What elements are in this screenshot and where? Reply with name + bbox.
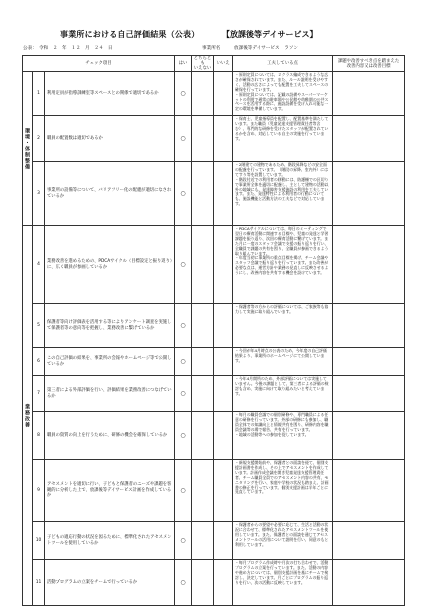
row-number: 7 (33, 376, 45, 412)
answer-no (214, 116, 233, 162)
row-number: 10 (33, 522, 45, 560)
answer-yes: ○ (175, 304, 192, 348)
effort-text: ・保護者等の方からの評価については、ご家族等も協力して実施に取り組んでいます。 (233, 304, 333, 348)
future-plan (333, 348, 405, 376)
answer-either (192, 522, 214, 560)
check-item-text: 業務改善を進めるための、PDCAサイクル（目標設定と振り返り）に、広く職員が参画しているか (45, 226, 175, 304)
office-name: 放課後等デイサービス ラソン (234, 46, 298, 51)
effort-text: ・PDCAサイクルについては、毎日のミーティングで翌日の療育活動に関連する目標や、児童の発達と学習課題を振り返り、次回の療育活動に繋げています。また月に一度のスタッフ会議で支援の振り返りを行い、全職員で課題の共有を図り、全職員が参画できるよう取り組んでいます。 ・年度当初に事業所の重点目標を掲げ、チーム会議やスタッフ会議で振り返りを行っています。また改善が必要な点は、運営方針や業務の見直しに反映させるようにし、改善内容を共有する機会を設けています。 (233, 226, 333, 304)
header-either: どちらとも いえない (192, 56, 214, 72)
table-row (23, 72, 405, 116)
check-item-text: 職員の配置数は適切であるか (45, 116, 175, 162)
page-title: 事業所における自己評価結果（公表） (60, 30, 200, 39)
check-item-text: 活動プログラムの立案をチームで行っているか (45, 560, 175, 606)
table-row (23, 348, 405, 376)
row-number: 9 (33, 460, 45, 522)
check-item-text: 事業所の設備等について、バリアフリー化の配慮が適切になされているか (45, 162, 175, 226)
office-label: 事業所名 (202, 46, 221, 51)
answer-either (192, 460, 214, 522)
answer-yes: ○ (175, 348, 192, 376)
table-row (23, 522, 405, 560)
answer-yes: ○ (175, 376, 192, 412)
future-plan (333, 560, 405, 606)
table-header-row (23, 56, 405, 72)
answer-no (214, 412, 233, 460)
header-effort: 工夫している点 (233, 56, 333, 72)
effort-text: ・保育士、児童指導員を配置し、配置基準を満たしています。また職員（児童発達支援管理責任者等含む）、専門的な研修を受けたスタッフが配置されているかを含め、対応している自主の実施を行っています。 (233, 116, 333, 162)
future-plan (333, 72, 405, 116)
effort-text: ・保護者からの要望や必要に応じて、生活と活動の状況に合わせて、標準化されたアセスメントツールを使用しています。また、保護者との面談を通じてアセスメントツールの活用について説明を行い、同意のもと利用しています。 (233, 522, 333, 560)
table-row (23, 116, 405, 162)
publish-date: 公表： 令和 ２ 年 １２ 月 ２４ 日 (23, 46, 113, 51)
effort-text: ・毎月プログラム作成時や月次の打ち合わせで、活動プログラムの立案を行っています。また、活動の内容や進め方については、個別支援計画を基にチームで検討し、決定しています。月ごとにプログラムの振り返りを行い、次の活動に反映しています。 (233, 560, 333, 606)
table-row (23, 560, 405, 606)
answer-either (192, 226, 214, 304)
evaluation-table (22, 55, 405, 606)
table-row (23, 412, 405, 460)
answer-no (214, 162, 233, 226)
answer-either (192, 348, 214, 376)
table-row (23, 460, 405, 522)
effort-text: ・新規支援開始前や、保護者との面談を経て、個別支援計画書を作成し、その上でアセスメントを作成しています。計画作成会議を開き児童発達支援管理責任者、チーム職員全員でのアセスメント内容の共有、モニタリングを行い、家庭や学校の状況も踏まえ、計画書の修正を行っています。個別支援計画は半年ごとに見直しています。 (233, 460, 333, 522)
answer-no (214, 376, 233, 412)
answer-either (192, 412, 214, 460)
answer-no (214, 460, 233, 522)
answer-no (214, 226, 233, 304)
future-plan (333, 304, 405, 348)
answer-either (192, 116, 214, 162)
answer-yes: ○ (175, 460, 192, 522)
check-item-text: 職員の資質の向上を行うために、研修の機会を確保しているか (45, 412, 175, 460)
answer-no (214, 560, 233, 606)
answer-no (214, 304, 233, 348)
header-future: 課題や改善すべき点を踏まえた 改善内容又は改善目標 (333, 56, 405, 72)
future-plan (333, 460, 405, 522)
answer-yes: ○ (175, 116, 192, 162)
future-plan (333, 162, 405, 226)
table-row (23, 376, 405, 412)
table-row (23, 304, 405, 348)
row-number: 6 (33, 348, 45, 376)
answer-yes: ○ (175, 560, 192, 606)
answer-yes: ○ (175, 162, 192, 226)
check-item-text: この自己評価の結果を、事業所の会報やホームページ等で公開しているか (45, 348, 175, 376)
effort-text: ・今回が年4月時点の公表のため、今年度の自己評価結果より、事業所のホームページにて公開しています。 (233, 348, 333, 376)
effort-text: ・毎月の職員会議での個別研修や、専門職員による任意の研修を行っています。外部の研修にも参加し、職員全体での知識向上と情報共有を図り、研修内容を職員会議等の場で報告、共有を行っています。 ・地域の活動等への参加を促しています。 (233, 412, 333, 460)
check-item-text: 第三者による外部評価を行い、評価結果を業務改善につなげているか (45, 376, 175, 412)
header-yes: はい (175, 56, 192, 72)
table-row (23, 226, 405, 304)
answer-yes: ○ (175, 522, 192, 560)
answer-no (214, 348, 233, 376)
check-item-text: アセスメントを適切に行い、子どもと保護者のニーズや課題を客観的に分析した上で、放課後等デイサービス計画を作成しているか (45, 460, 175, 522)
category-label: 環境・体制整備 (23, 72, 33, 226)
answer-no (214, 72, 233, 116)
check-item-text: 子どもの適応行動の状況を図るために、標準化されたアセスメントツールを使用しているか (45, 522, 175, 560)
answer-yes: ○ (175, 226, 192, 304)
future-plan (333, 116, 405, 162)
effort-text: ・2階建ての建物であるため、階段昇降などの安全面の配慮を行っています。（階段の昇降、室内外）にはてすり等を設置しています。 ・階段付近での利用者の移動には、防護柵での区切りで事業所全体を適切に配慮し、主として建物の活動以外の地域にも、発達障害支援施設の利用を工夫しています。また、発達特性による利用者の行動についても、施設機能と活動方法の工夫などで対応しています。 (233, 162, 333, 226)
row-number: 1 (33, 72, 45, 116)
check-item-text: 保護者等向け評価表を活用する等によりアンケート調査を実施して保護者等の意向等を把握し、業務改善に繋げているか (45, 304, 175, 348)
row-number: 2 (33, 116, 45, 162)
row-number: 5 (33, 304, 45, 348)
future-plan (333, 522, 405, 560)
row-number: 4 (33, 226, 45, 304)
future-plan (333, 376, 405, 412)
meta-row (0, 45, 424, 53)
effort-text: ・今年4月開所のため、外部評価については実施していません。今後の課題として、第三者による評価の検討も含め、実施に向けて取り組みたいと考えています。 (233, 376, 333, 412)
answer-either (192, 162, 214, 226)
header-check-item: チェック項目 (23, 56, 175, 72)
future-plan (333, 226, 405, 304)
check-item-text: 利用定員が指導訓練室等スペースとの関係で適切であるか (45, 72, 175, 116)
header-no: いいえ (214, 56, 233, 72)
answer-either (192, 376, 214, 412)
future-plan (333, 412, 405, 460)
service-type: 【放課後等デイサービス】 (222, 30, 318, 39)
answer-yes: ○ (175, 412, 192, 460)
answer-either (192, 304, 214, 348)
answer-yes: ○ (175, 72, 192, 116)
answer-either (192, 72, 214, 116)
row-number: 8 (33, 412, 45, 460)
category-label: 業務改善 (23, 226, 33, 606)
answer-either (192, 560, 214, 606)
title-row (0, 29, 424, 41)
row-number: 3 (33, 162, 45, 226)
answer-no (214, 522, 233, 560)
table-row (23, 162, 405, 226)
effort-text: ・原則定員については、２クラス編成できるような広さが確保されています。また、ルール説明を受けやすく、活動の広さによっても配置を工夫してスペースの確保を行っています。 ・原則定員については、記載の設備やスーパーマーケットの利用で通常の駐車場や公民館や幼稚園の公共スペースを活用する際に、施設設備を受け入れ可能な一定の環境を準備しています。 (233, 72, 333, 116)
row-number: 11 (33, 560, 45, 606)
